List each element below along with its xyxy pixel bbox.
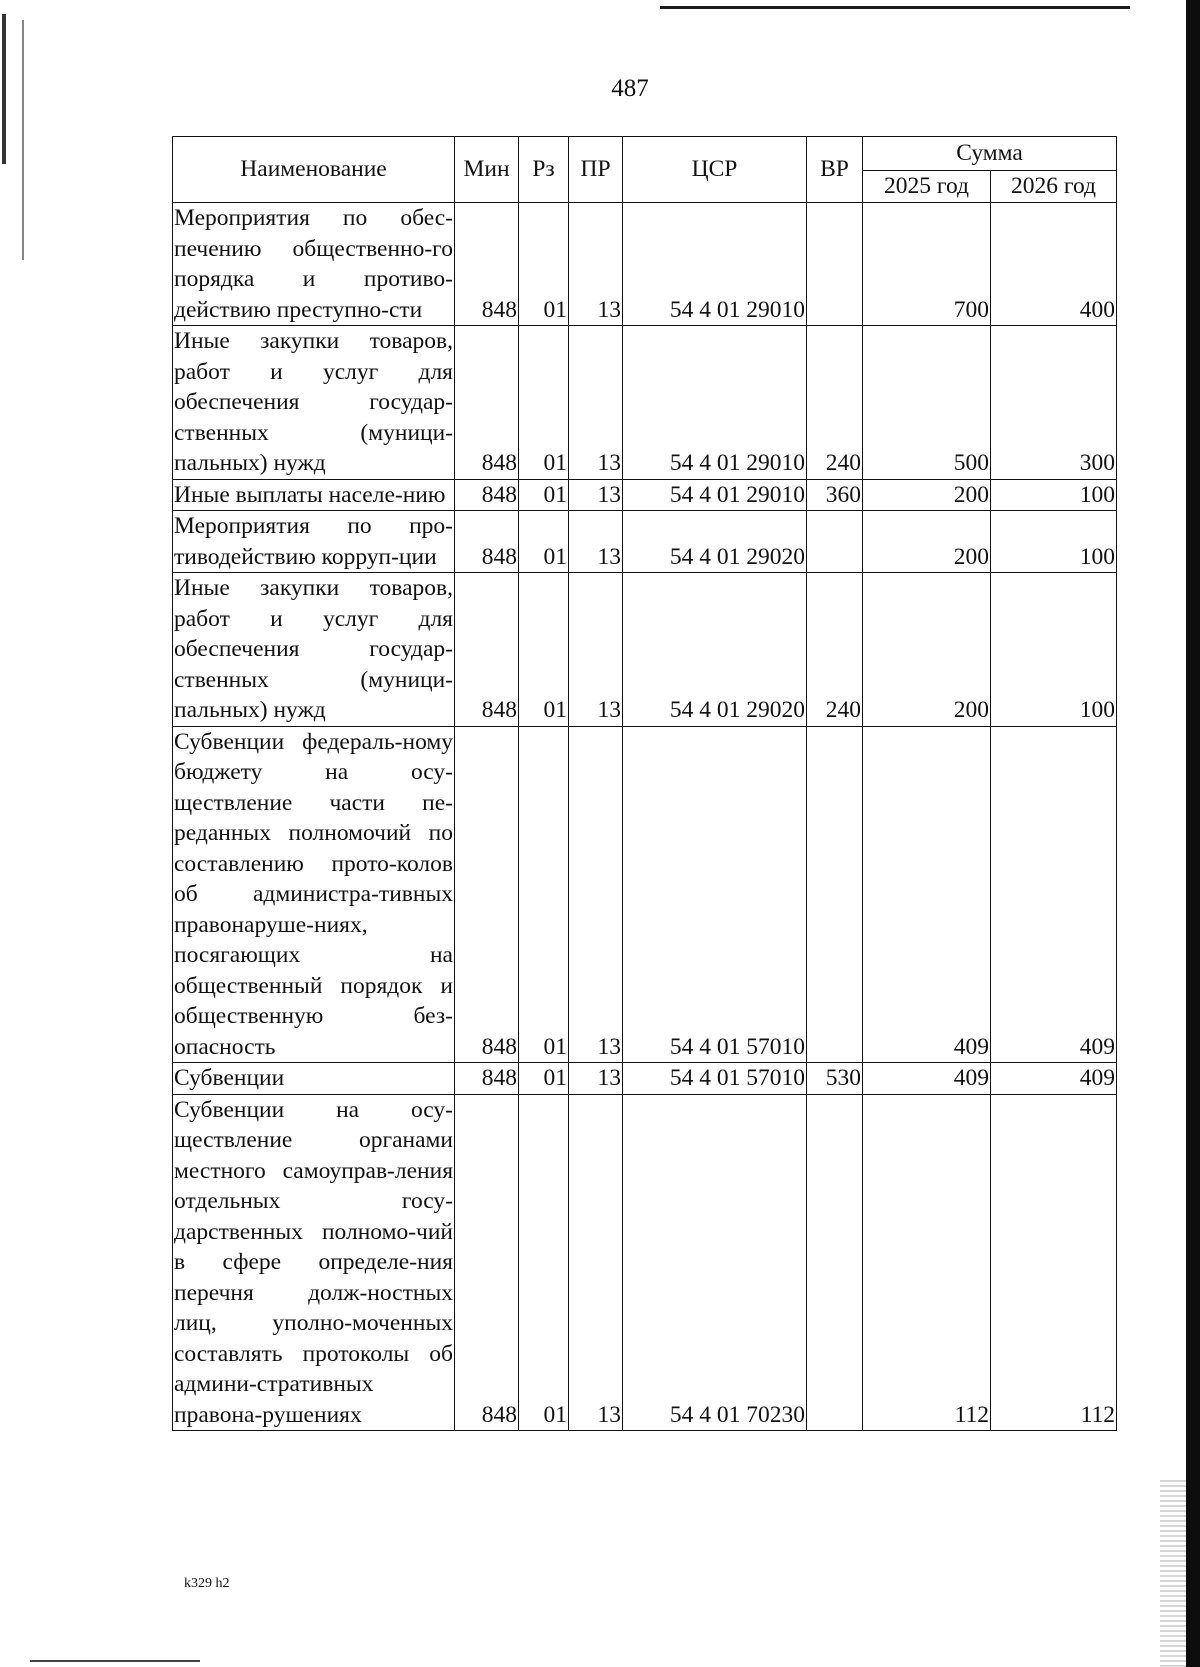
cell-min: 848: [455, 203, 519, 326]
cell-min: 848: [455, 326, 519, 480]
cell-csr: 54 4 01 29010: [623, 479, 807, 511]
cell-y2025: 500: [863, 326, 991, 480]
cell-name: Субвенции: [173, 1063, 455, 1095]
table-row: [173, 479, 1117, 511]
cell-y2026: 112: [991, 1094, 1117, 1431]
cell-name: Субвенции федераль-ному бюджету на осу-ществление части пе-реданных полномочий по составлению прото-колов об администра-тивных правонаруше-ниях, посягающих на общественный порядок и общественную без-опасность: [173, 726, 455, 1063]
cell-y2025: 409: [863, 726, 991, 1063]
header-year-2026: 2026 год: [991, 171, 1117, 203]
scan-artifact-top: [660, 6, 1130, 9]
cell-name: Иные выплаты населе-нию: [173, 479, 455, 511]
cell-y2025: 700: [863, 203, 991, 326]
cell-y2025: 409: [863, 1063, 991, 1095]
cell-y2025: 112: [863, 1094, 991, 1431]
table-body: [173, 203, 1117, 1431]
header-year-2025: 2025 год: [863, 171, 991, 203]
header-rz: Рз: [519, 137, 569, 203]
header-name: Наименование: [173, 137, 455, 203]
cell-y2025: 200: [863, 511, 991, 573]
table-row: [173, 1094, 1117, 1431]
cell-vr: 240: [807, 326, 863, 480]
table-row: [173, 1063, 1117, 1095]
footer-code: k329 h2: [184, 1576, 230, 1591]
header-sum: Сумма: [863, 137, 1117, 171]
cell-pr: 13: [569, 573, 623, 727]
header-csr: ЦСР: [623, 137, 807, 203]
cell-pr: 13: [569, 511, 623, 573]
cell-vr: 240: [807, 573, 863, 727]
cell-name: Субвенции на осу-ществление органами местного самоуправ-ления отдельных госу-дарственных полномо-чий в сфере определе-ния перечня долж-ностных лиц, уполно-моченных составлять протоколы об админи-стративных правона-рушениях: [173, 1094, 455, 1431]
cell-name: Иные закупки товаров, работ и услуг для обеспечения государ-ственных (муници-пальных) нужд: [173, 326, 455, 480]
cell-csr: 54 4 01 29020: [623, 573, 807, 727]
cell-rz: 01: [519, 726, 569, 1063]
cell-vr: 360: [807, 479, 863, 511]
table-row: [173, 726, 1117, 1063]
cell-y2026: 400: [991, 203, 1117, 326]
cell-csr: 54 4 01 57010: [623, 726, 807, 1063]
cell-y2025: 200: [863, 573, 991, 727]
cell-vr: [807, 203, 863, 326]
table-row: [173, 573, 1117, 727]
cell-rz: 01: [519, 203, 569, 326]
cell-csr: 54 4 01 29010: [623, 326, 807, 480]
cell-csr: 54 4 01 29010: [623, 203, 807, 326]
budget-table: [172, 136, 1117, 1431]
cell-y2026: 409: [991, 1063, 1117, 1095]
scan-artifact-left-faint: [22, 20, 24, 260]
cell-rz: 01: [519, 1094, 569, 1431]
cell-name: Иные закупки товаров, работ и услуг для обеспечения государ-ственных (муници-пальных) нужд: [173, 573, 455, 727]
table-row: [173, 326, 1117, 480]
cell-vr: [807, 1094, 863, 1431]
cell-pr: 13: [569, 1094, 623, 1431]
cell-vr: [807, 511, 863, 573]
cell-y2026: 100: [991, 479, 1117, 511]
scan-artifact-noise: [1160, 1480, 1186, 1667]
cell-min: 848: [455, 1094, 519, 1431]
cell-min: 848: [455, 1063, 519, 1095]
table-row: [173, 511, 1117, 573]
cell-min: 848: [455, 726, 519, 1063]
cell-name: Мероприятия по обес-печению общественно-го порядка и противо-действию преступно-сти: [173, 203, 455, 326]
cell-csr: 54 4 01 29020: [623, 511, 807, 573]
scan-artifact-right-edge: [1186, 0, 1200, 1667]
cell-pr: 13: [569, 726, 623, 1063]
page-number: 487: [611, 75, 649, 102]
cell-pr: 13: [569, 479, 623, 511]
cell-y2026: 100: [991, 511, 1117, 573]
header-pr: ПР: [569, 137, 623, 203]
cell-name: Мероприятия по про-тиводействию корруп-ции: [173, 511, 455, 573]
scan-artifact-bottom: [30, 1660, 200, 1662]
cell-pr: 13: [569, 203, 623, 326]
cell-rz: 01: [519, 479, 569, 511]
cell-y2025: 200: [863, 479, 991, 511]
table-row: [173, 203, 1117, 326]
cell-vr: 530: [807, 1063, 863, 1095]
cell-rz: 01: [519, 326, 569, 480]
cell-y2026: 300: [991, 326, 1117, 480]
cell-rz: 01: [519, 1063, 569, 1095]
cell-pr: 13: [569, 326, 623, 480]
cell-min: 848: [455, 479, 519, 511]
scan-artifact-left: [2, 14, 6, 164]
header-min: Мин: [455, 137, 519, 203]
header-vr: ВР: [807, 137, 863, 203]
cell-y2026: 100: [991, 573, 1117, 727]
cell-rz: 01: [519, 573, 569, 727]
cell-y2026: 409: [991, 726, 1117, 1063]
cell-min: 848: [455, 573, 519, 727]
cell-min: 848: [455, 511, 519, 573]
cell-csr: 54 4 01 70230: [623, 1094, 807, 1431]
cell-vr: [807, 726, 863, 1063]
cell-csr: 54 4 01 57010: [623, 1063, 807, 1095]
cell-rz: 01: [519, 511, 569, 573]
cell-pr: 13: [569, 1063, 623, 1095]
